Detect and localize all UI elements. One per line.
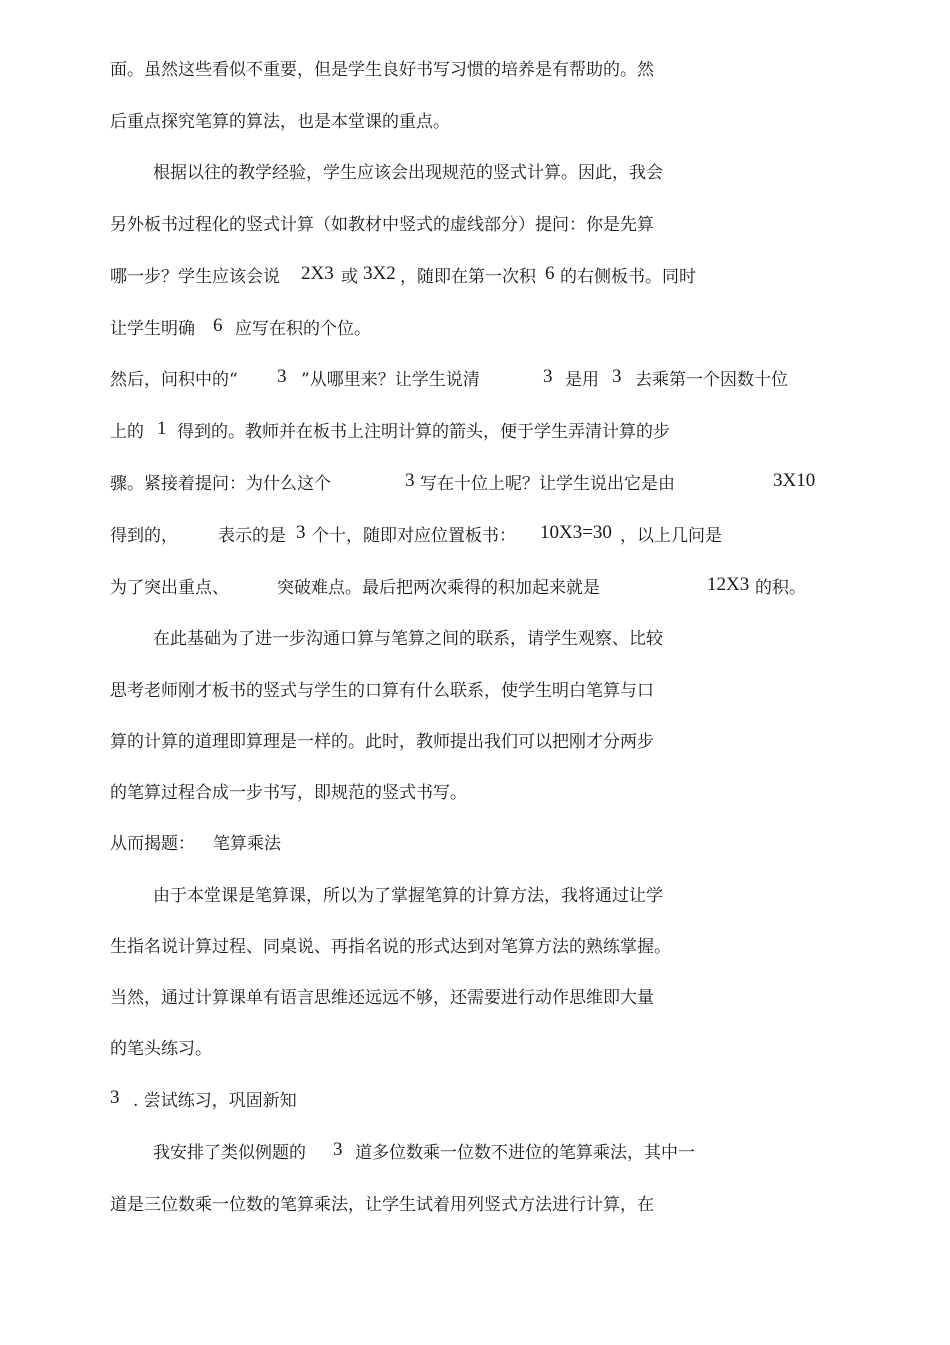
inline-number: 3 — [277, 366, 287, 387]
text-line: 由于本堂课是笔算课，所以为了掌握笔算的计算方法，我将通过让学 — [153, 886, 663, 906]
text-line: 写在十位上呢？让学生说出它是由 — [420, 474, 675, 494]
text-line: 突破难点。最后把两次乘得的积加起来就是 — [277, 578, 600, 598]
inline-number: 10X3=30 — [540, 522, 612, 543]
text-line: 思考老师刚才板书的竖式与学生的口算有什么联系，使学生明白笔算与口 — [110, 681, 654, 701]
section-heading: . 尝试练习，巩固新知 — [133, 1091, 297, 1111]
inline-number: 3X10 — [773, 470, 816, 491]
section-number: 3 — [110, 1087, 120, 1108]
inline-number: 12X3 — [707, 574, 750, 595]
inline-number: 3 — [543, 366, 553, 387]
text-line: 然后，问积中的“ — [110, 370, 238, 390]
text-line: 另外板书过程化的竖式计算（如教材中竖式的虚线部分）提问：你是先算 — [110, 215, 654, 235]
text-line: 在此基础为了进一步沟通口算与笔算之间的联系，请学生观察、比较 — [153, 629, 663, 649]
text-line: ”从哪里来？让学生说清 — [301, 370, 480, 390]
text-line: 的笔算过程合成一步书写，即规范的竖式书写。 — [110, 783, 467, 803]
text-line: 去乘第一个因数十位 — [635, 370, 788, 390]
text-line: 的右侧板书。同时 — [560, 267, 696, 287]
inline-number: 3 — [296, 522, 306, 543]
text-line: 或 — [341, 267, 358, 287]
text-line: 得到的， — [110, 526, 178, 546]
text-line: 道多位数乘一位数不进位的笔算乘法，其中一 — [355, 1143, 695, 1163]
text-line: 面。虽然这些看似不重要，但是学生良好书写习惯的培养是有帮助的。然 — [110, 60, 654, 80]
inline-number: 3 — [333, 1139, 343, 1160]
inline-number: 1 — [157, 418, 167, 439]
text-line: 生指名说计算过程、同桌说、再指名说的形式达到对笔算方法的熟练掌握。 — [110, 937, 671, 957]
text-line: 个十，随即对应位置板书： — [312, 526, 516, 546]
text-line: 表示的是 — [218, 526, 286, 546]
inline-number: 3X2 — [363, 263, 396, 284]
text-line: ，以上几问是 — [620, 526, 722, 546]
text-line: 是用 — [565, 370, 599, 390]
text-line: 的积。 — [755, 578, 806, 598]
text-line: 上的 — [110, 422, 144, 442]
inline-number: 3 — [405, 470, 415, 491]
text-line: 得到的。教师并在板书上注明计算的箭头，便于学生弄清计算的步 — [177, 422, 670, 442]
text-line: 算的计算的道理即算理是一样的。此时，教师提出我们可以把刚才分两步 — [110, 732, 654, 752]
topic-title: 笔算乘法 — [213, 834, 281, 854]
text-line: 让学生明确 — [110, 319, 195, 339]
text-line: ，随即在第一次积 — [400, 267, 536, 287]
text-line: 为了突出重点、 — [110, 578, 229, 598]
text-line: 骤。紧接着提问：为什么这个 — [110, 474, 331, 494]
text-line: 哪一步？学生应该会说 — [110, 267, 280, 287]
text-line: 我安排了类似例题的 — [153, 1143, 306, 1163]
text-line: 应写在积的个位。 — [235, 319, 371, 339]
text-line: 根据以往的教学经验，学生应该会出现规范的竖式计算。因此，我会 — [153, 163, 663, 183]
text-line: 后重点探究笔算的算法，也是本堂课的重点。 — [110, 112, 450, 132]
text-line: 从而揭题： — [110, 834, 195, 854]
text-line: 的笔头练习。 — [110, 1039, 212, 1059]
inline-number: 6 — [545, 263, 555, 284]
inline-number: 2X3 — [301, 263, 334, 284]
text-line: 道是三位数乘一位数的笔算乘法，让学生试着用列竖式方法进行计算，在 — [110, 1195, 654, 1215]
text-line: 当然，通过计算课单有语言思维还远远不够，还需要进行动作思维即大量 — [110, 988, 654, 1008]
inline-number: 6 — [213, 315, 223, 336]
inline-number: 3 — [612, 366, 622, 387]
